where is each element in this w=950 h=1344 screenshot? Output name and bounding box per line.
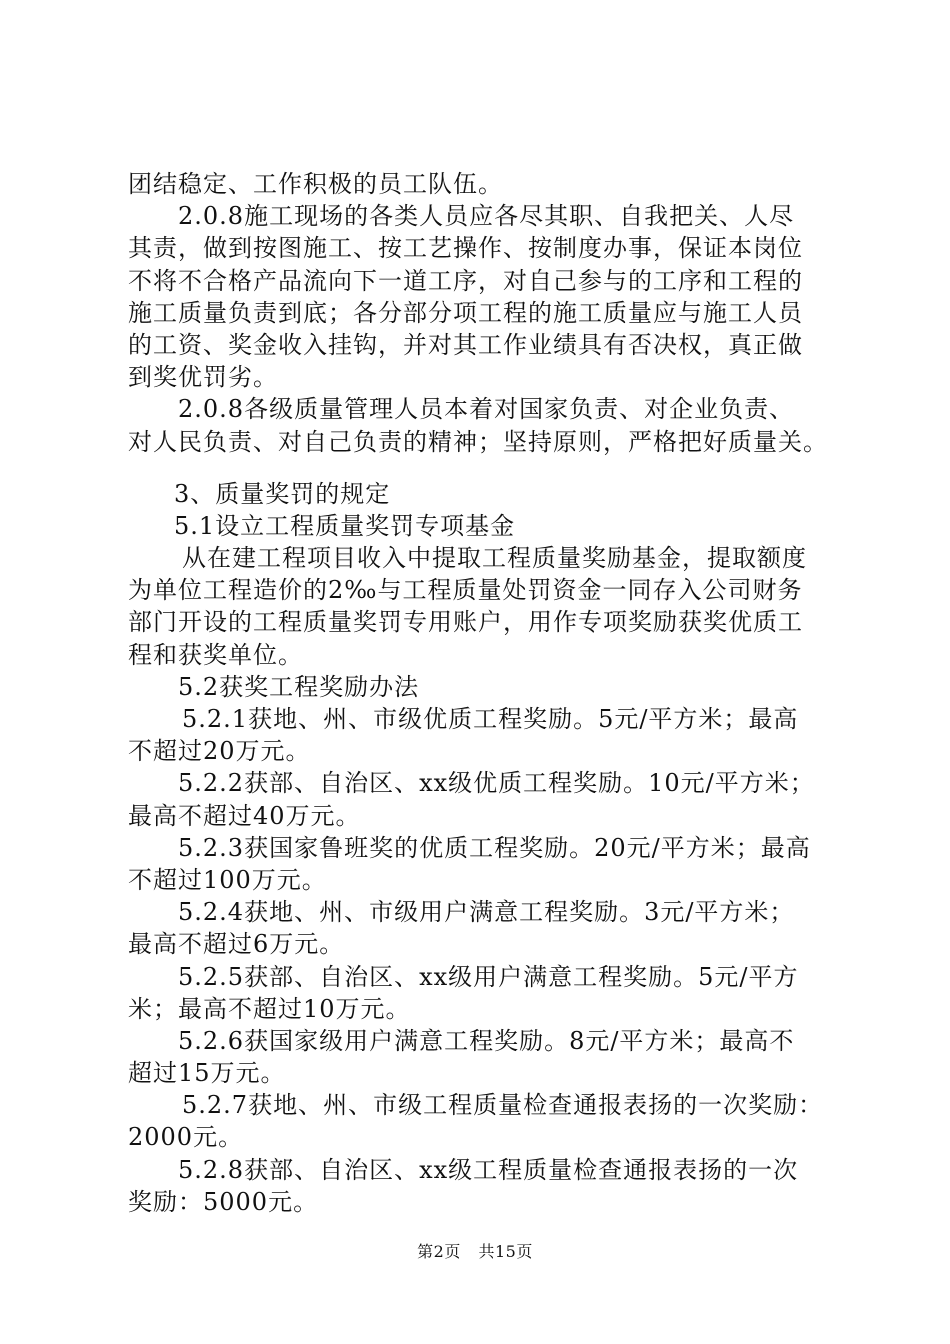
subsection-heading: 5.1设立工程质量奖罚专项基金 xyxy=(174,511,516,540)
text-line: 最高不超过40万元。 xyxy=(128,801,361,830)
text-line: 程和获奖单位。 xyxy=(128,640,303,669)
text-line: 2.0.8各级质量管理人员本着对国家负责、对企业负责、 xyxy=(178,395,795,424)
text-line: 其责，做到按图施工、按工艺操作、按制度办事，保证本岗位 xyxy=(128,234,803,263)
text-line: 不将不合格产品流向下一道工序，对自己参与的工序和工程的 xyxy=(128,266,803,295)
text-line: 超过15万元。 xyxy=(128,1059,286,1088)
text-line: 对人民负责、对自己负责的精神；坚持原则，严格把好质量关。 xyxy=(128,427,828,456)
text-line: 5.2.2获部、自治区、xx级优质工程奖励。10元/平方米； xyxy=(178,769,815,798)
text-line: 从在建工程项目收入中提取工程质量奖励基金，提取额度 xyxy=(182,544,807,573)
text-line: 最高不超过6万元。 xyxy=(128,930,345,959)
text-line: 5.2.4获地、州、市级用户满意工程奖励。3元/平方米； xyxy=(178,898,795,927)
text-line: 不超过20万元。 xyxy=(128,737,311,766)
text-line: 2.0.8施工现场的各类人员应各尽其职、自我把关、人尽 xyxy=(178,202,795,231)
text-line: 5.2.7获地、州、市级工程质量检查通报表扬的一次奖励： xyxy=(182,1091,824,1120)
page-footer xyxy=(0,1242,950,1262)
section-heading: 3、质量奖罚的规定 xyxy=(174,479,391,508)
text-line: 米；最高不超过10万元。 xyxy=(128,994,411,1023)
text-line: 2000元。 xyxy=(128,1123,244,1152)
page-number: 第2页 xyxy=(417,1242,461,1261)
text-line: 施工质量负责到底；各分部分项工程的施工质量应与施工人员 xyxy=(128,298,803,327)
text-line: 5.2.8获部、自治区、xx级工程质量检查通报表扬的一次 xyxy=(178,1155,799,1184)
text-line: 的工资、奖金收入挂钩，并对其工作业绩具有否决权，真正做 xyxy=(128,330,803,359)
text-line: 为单位工程造价的2‰与工程质量处罚资金一同存入公司财务 xyxy=(128,576,803,605)
page-total: 共15页 xyxy=(478,1242,533,1261)
paragraph-gap xyxy=(128,458,848,478)
text-line: 不超过100万元。 xyxy=(128,865,327,894)
text-line: 到奖优罚劣。 xyxy=(128,363,278,392)
text-line: 部门开设的工程质量奖罚专用账户，用作专项奖励获奖优质工 xyxy=(128,608,803,637)
text-line: 5.2.5获部、自治区、xx级用户满意工程奖励。5元/平方 xyxy=(178,962,799,991)
text-line: 5.2.3获国家鲁班奖的优质工程奖励。20元/平方米；最高 xyxy=(178,833,811,862)
text-line: 5.2.6获国家级用户满意工程奖励。8元/平方米；最高不 xyxy=(178,1026,795,1055)
subsection-heading: 5.2获奖工程奖励办法 xyxy=(178,672,420,701)
document-body xyxy=(128,168,848,1218)
text-line: 奖励：5000元。 xyxy=(128,1187,319,1216)
text-line: 团结稳定、工作积极的员工队伍。 xyxy=(128,170,503,198)
text-line: 5.2.1获地、州、市级优质工程奖励。5元/平方米；最高 xyxy=(182,705,799,733)
